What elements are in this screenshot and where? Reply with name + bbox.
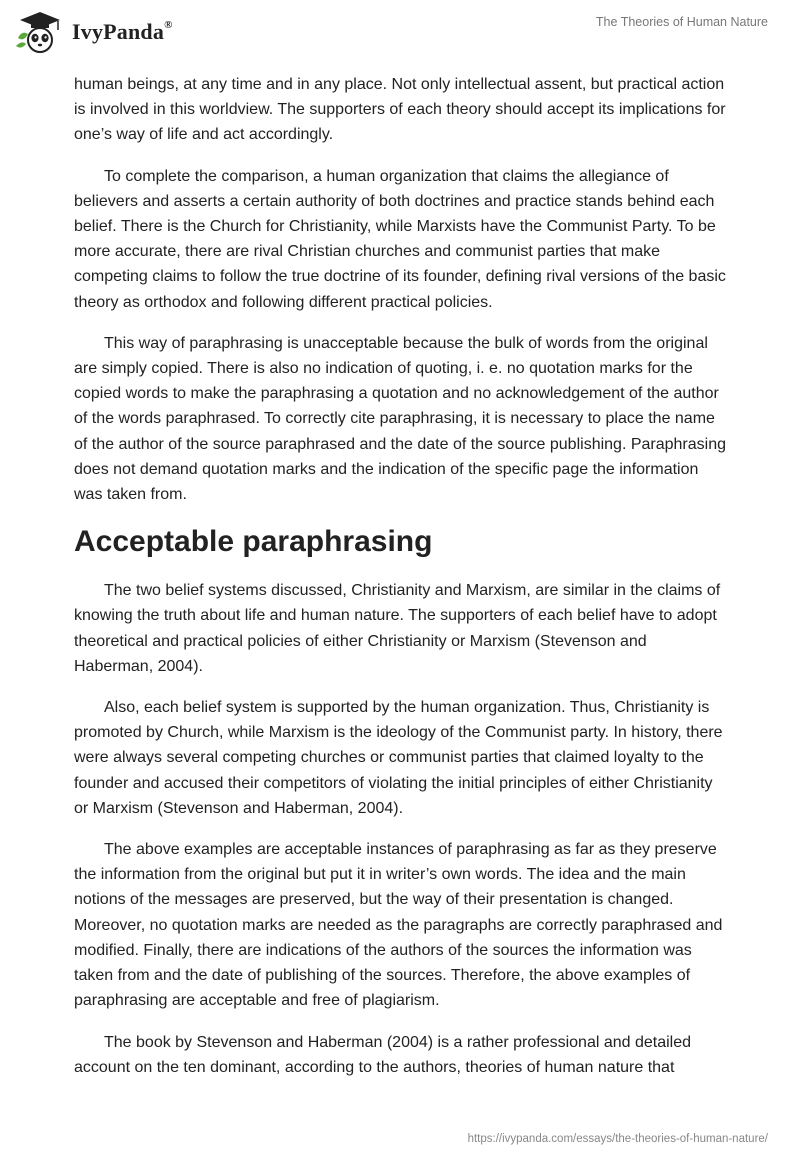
section-heading-acceptable-paraphrasing: Acceptable paraphrasing	[74, 525, 433, 559]
paragraph-acceptable-example-1: The two belief systems discussed, Christianity and Marxism, are similar in the claims of knowing the truth about life and human nature. The supporters of each belief have to adopt theoretical and practical policies of either Christianity or Marxism (Stevenson and Haberman, 2004).	[74, 582, 721, 675]
logo-wordmark	[72, 19, 173, 45]
registered-mark: ®	[164, 18, 173, 31]
document-title: The Theories of Human Nature	[595, 15, 768, 29]
site-logo[interactable]	[14, 9, 173, 55]
panda-logo-icon	[14, 10, 66, 54]
logo-text: IvyPanda	[72, 19, 165, 44]
paragraph-continued: human beings, at any time and in any place. Not only intellectual assent, but practical action is involved in this worldview. The supporters of each theory should accept its implications for one’s way of life and act accordingly.	[74, 76, 726, 144]
paragraph-acceptable-example-2: Also, each belief system is supported by the human organization. Thus, Christianity is promoted by Church, while Marxism is the ideology of the Communist party. In history, there were always several competing churches or communist parties that claimed loyalty to the founder and accused their competitors of violating the initial principles of either Christianity or Marxism (Stevenson and Haberman, 2004).	[74, 699, 723, 817]
paragraph-unacceptable-explanation: This way of paraphrasing is unacceptable because the bulk of words from the original are simply copied. There is also no indication of quoting, i. e. no quotation marks for the copied words to make the paraphrasing a quotation and no acknowledgement of the author of the words paraphrased. To correctly cite paraphrasing, it is necessary to place the name of the author of the source paraphrased and the date of the source publishing. Paraphrasing does not demand quotation marks and the indication of the specific page the information was taken from.	[74, 334, 726, 504]
essay-body	[74, 72, 728, 1096]
paragraph-book-review: The book by Stevenson and Haberman (2004) is a rather professional and detailed account on the ten dominant, according to the authors, theories of human nature that	[74, 1033, 692, 1076]
paragraph-original-comparison: To complete the comparison, a human organization that claims the allegiance of believers and asserts a certain authority of both doctrines and practice stands behind each belief. There is the Church for Christianity, while Marxists have the Communist Party. To be more accurate, there are rival Christian churches and communist parties that make competing claims to follow the true doctrine of its founder, defining rival versions of the basic theory as orthodox and following different practical policies.	[74, 167, 726, 311]
source-url[interactable]: https://ivypanda.com/essays/the-theories-of-human-nature/	[467, 1133, 768, 1145]
paragraph-acceptable-explanation: The above examples are acceptable instances of paraphrasing as far as they preserve the information from the original but put it in writer’s own words. The idea and the main notions of the messages are preserved, but the way of their presentation is changed. Moreover, no quotation marks are needed as the paragraphs are correctly paraphrased and modified. Finally, there are indications of the authors of the sources the information was taken from and the date of publishing of the sources. Therefore, the above examples of paraphrasing are acceptable and free of plagiarism.	[74, 841, 723, 1010]
